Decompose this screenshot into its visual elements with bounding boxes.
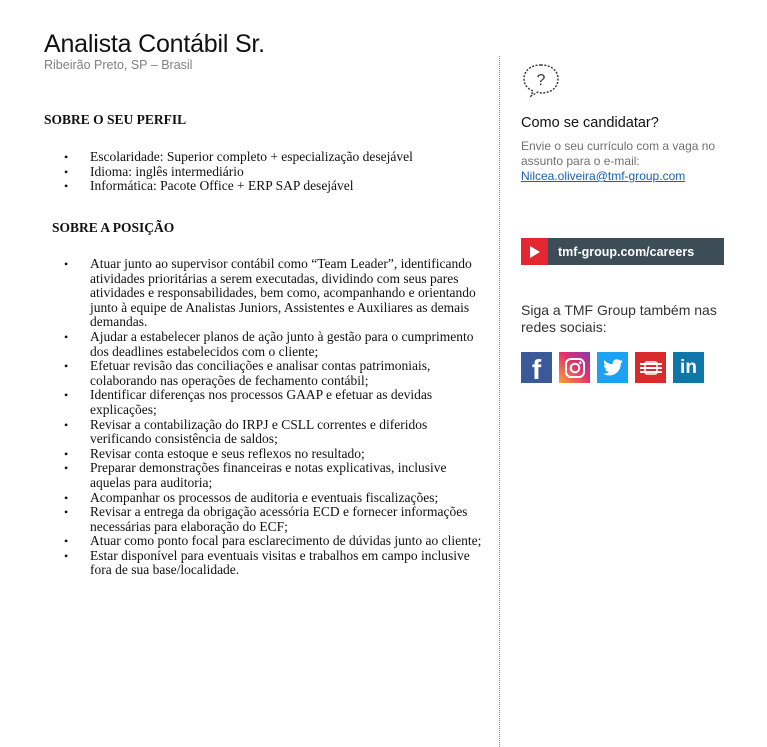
profile-heading: SOBRE O SEU PERFIL: [44, 112, 187, 127]
facebook-icon[interactable]: f: [521, 352, 552, 383]
column-divider: [499, 56, 500, 747]
twitter-icon[interactable]: [597, 352, 628, 383]
instagram-icon[interactable]: [559, 352, 590, 383]
svg-text:?: ?: [536, 72, 546, 89]
careers-link-label: tmf-group.com/careers: [558, 244, 695, 259]
position-list-item: • Revisar a contabilização do IRPJ e CSLL correntes e diferidos verificando consistência de saldos;: [62, 418, 487, 447]
social-text: Siga a TMF Group também nas redes sociais:: [521, 302, 717, 335]
position-list-item: • Acompanhar os processos de auditoria e eventuais fiscalizações;: [62, 491, 487, 506]
page-title: Analista Contábil Sr.: [44, 30, 265, 58]
question-bubble-icon: [521, 62, 561, 98]
apply-text: [521, 139, 736, 184]
social-icons: [521, 352, 704, 383]
play-icon: [521, 238, 548, 265]
apply-instructions: Envie o seu currículo com a vaga no assunto para o e-mail:: [521, 139, 716, 168]
position-list-item: • Revisar a entrega da obrigação acessória ECD e fornecer informações necessárias para elaboração do ECF;: [62, 505, 487, 534]
position-list-item: • Preparar demonstrações financeiras e notas explicativas, inclusive aquelas para auditoria;: [62, 461, 487, 490]
position-list-item: • Atuar como ponto focal para esclarecimento de dúvidas junto ao cliente;: [62, 534, 487, 549]
position-list-item: • Revisar conta estoque e seus reflexos no resultado;: [62, 447, 487, 462]
apply-title: Como se candidatar?: [521, 115, 659, 131]
profile-list-item: • Escolaridade: Superior completo + especialização desejável: [62, 150, 492, 165]
position-list-item: • Ajudar a estabelecer planos de ação junto à gestão para o cumprimento dos deadlines estabelecidos com o cliente;: [62, 330, 487, 359]
job-location: Ribeirão Preto, SP – Brasil: [44, 58, 193, 72]
email-link[interactable]: Nilcea.oliveira@tmf-group.com: [521, 169, 686, 183]
position-list-item: • Efetuar revisão das conciliações e analisar contas patrimoniais, colaborando nas operações de fechamento contábil;: [62, 359, 487, 388]
position-list-item: • Atuar junto ao supervisor contábil como “Team Leader”, identificando atividades prioritárias a serem executadas, dividindo com seus pares atividades e responsabilidades, bem como, acompanhando e orientando junto à equipe de Analistas Juniors, Assistentes e Auxiliares as demais demandas.: [62, 257, 487, 330]
linkedin-icon[interactable]: in: [673, 352, 704, 383]
profile-list-item: • Informática: Pacote Office + ERP SAP desejável: [62, 179, 492, 194]
profile-list: [62, 150, 492, 194]
position-list-item: • Estar disponível para eventuais visitas e trabalhos em campo inclusive fora de sua base/localidade.: [62, 549, 487, 578]
position-list: [62, 257, 487, 578]
careers-link-button[interactable]: [521, 238, 724, 265]
position-list-item: • Identificar diferenças nos processos GAAP e efetuar as devidas explicações;: [62, 388, 487, 417]
profile-list-item: • Idioma: inglês intermediário: [62, 165, 492, 180]
reclameaqui-icon[interactable]: [635, 352, 666, 383]
position-heading: SOBRE A POSIÇÃO: [52, 220, 175, 235]
